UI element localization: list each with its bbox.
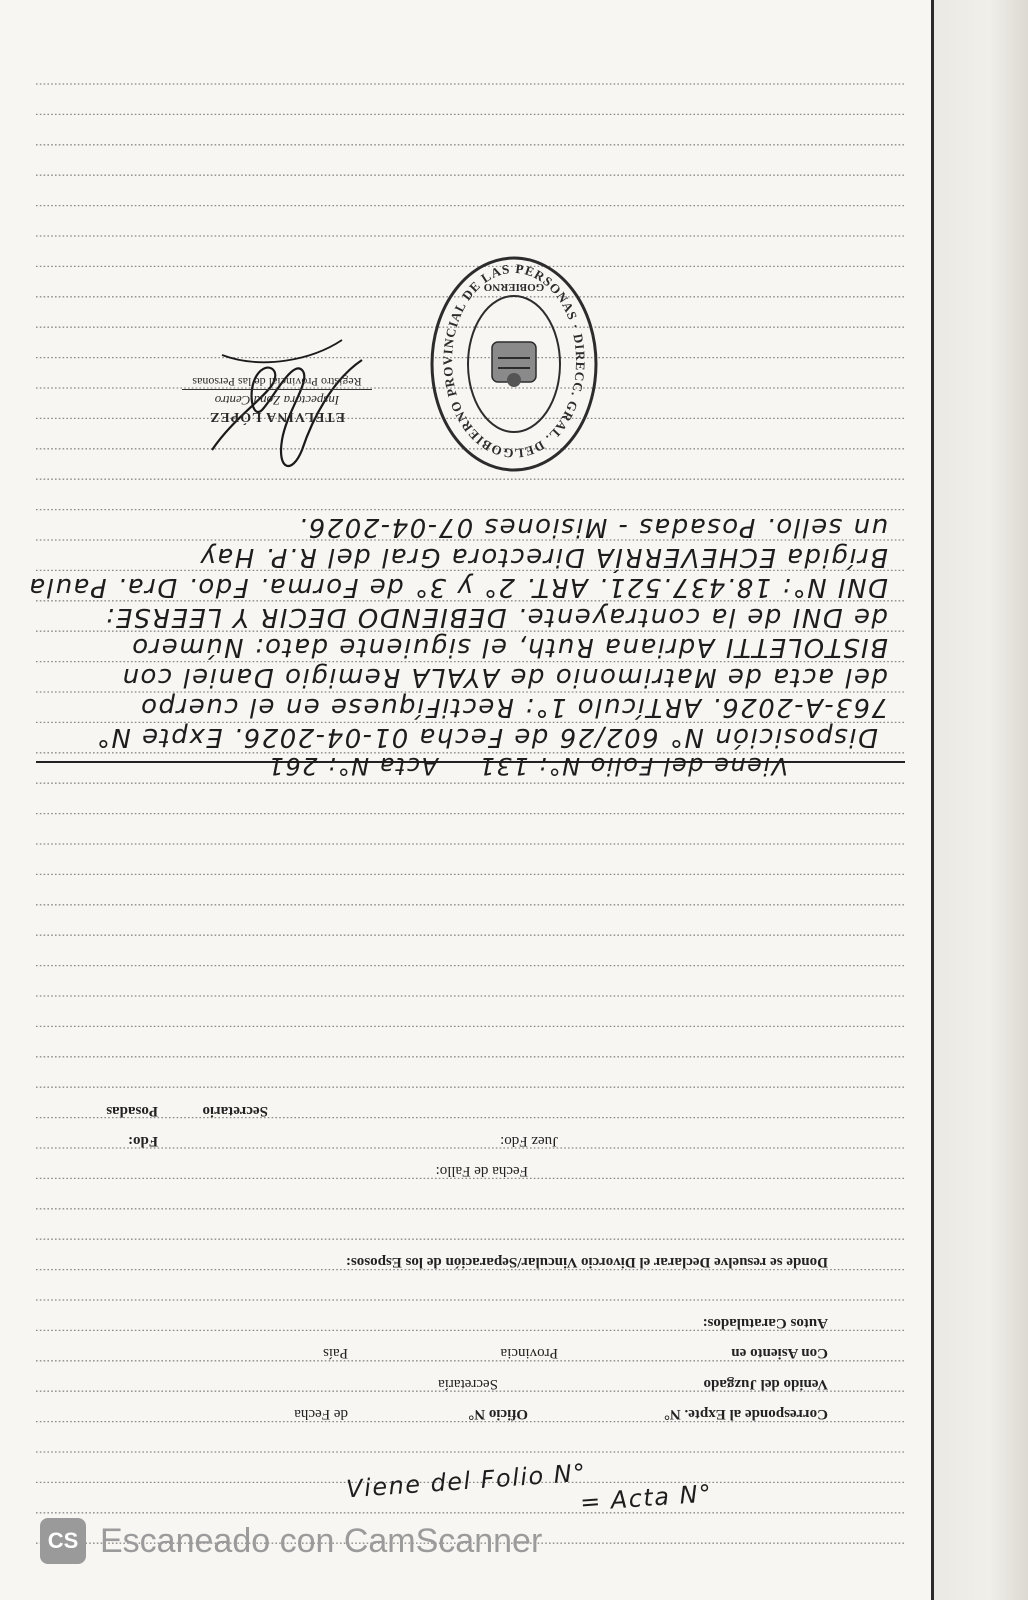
camscanner-text: Escaneado con CamScanner xyxy=(100,1521,543,1560)
form-donde: Donde se resuelve Declarar el Divorcio Vincular/Separación de los Esposos: xyxy=(345,1254,828,1270)
form-corresponde: Corresponde al Expte. N° xyxy=(663,1406,828,1422)
entry-line-5: de DNI de la contrayente. DEBIENDO DECIR Y LEERSE: xyxy=(104,602,888,632)
entry-line-1: Disposición N° 602/26 de Fecha 01-04-2026. Expte N° xyxy=(95,722,878,752)
form-fdo: Fdo: xyxy=(128,1133,158,1149)
entry-line-3: del acta de Matrimonio de AYALA Remigio Daniel con xyxy=(120,662,888,692)
entry-header-right: Acta N°: 261 xyxy=(267,752,438,780)
form-de-fecha: de Fecha xyxy=(294,1406,348,1422)
form-provincia: Provincia xyxy=(500,1345,558,1361)
form-venido: Venido del Juzgado xyxy=(703,1376,828,1392)
official-seal xyxy=(428,254,600,474)
entry-header-left: Viene del Folio N°: 131 xyxy=(478,752,788,780)
form-pais: País xyxy=(322,1345,348,1361)
bottom-acta-number: = Acta N° xyxy=(579,1479,714,1517)
entry-line-6: DNI N°: 18.437.521. ART. 2° y 3° de Forma. Fdo. Dra. Paula xyxy=(27,572,888,602)
bottom-viene-del-folio: Viene del Folio N° xyxy=(345,1458,588,1504)
camscanner-logo: CS xyxy=(40,1518,86,1564)
stamp-role: Inspectora Zona Centro xyxy=(214,393,340,408)
form-juez: Juez Fdo: xyxy=(500,1133,558,1149)
entry-line-2: 763-A-2026. ARTículo 1°: RectiFíquese en el cuerpo xyxy=(139,692,888,722)
entry-line-4: BISTOLETTI Adriana Ruth, el siguiente dato: Número xyxy=(130,632,888,662)
form-oficio: Oficio N° xyxy=(468,1406,528,1422)
stamp-office: Registro Provincial de las Personas xyxy=(182,374,372,390)
form-autos: Autos Caratulados: xyxy=(702,1315,828,1331)
coat-of-arms-icon xyxy=(492,342,536,387)
entry-line-8: un sello. Posadas - Misiones 07-04-2026. xyxy=(297,512,888,542)
seal-ring-text: GOBIERNO PROVINCIAL DE LAS PERSONAS · DIRECC. GRAL. DEL xyxy=(440,260,589,462)
form-posadas: Posadas xyxy=(106,1103,158,1119)
form-secretaria: Secretaría xyxy=(438,1376,498,1392)
inspector-stamp xyxy=(182,374,372,424)
form-con-asiento: Con Asiento en xyxy=(731,1345,828,1361)
entry-line-7: Brígida ECHEVERRÍA Directora Gral del R.P. Hay xyxy=(198,542,888,572)
camscanner-watermark xyxy=(40,1516,542,1566)
form-secretario: Secretario xyxy=(202,1103,268,1119)
stamp-name: ETELVINA LÓPEZ xyxy=(208,409,346,424)
seal-inner-text: GOBIERNO xyxy=(483,281,545,293)
form-fecha-fallo: Fecha de Fallo: xyxy=(435,1163,528,1179)
